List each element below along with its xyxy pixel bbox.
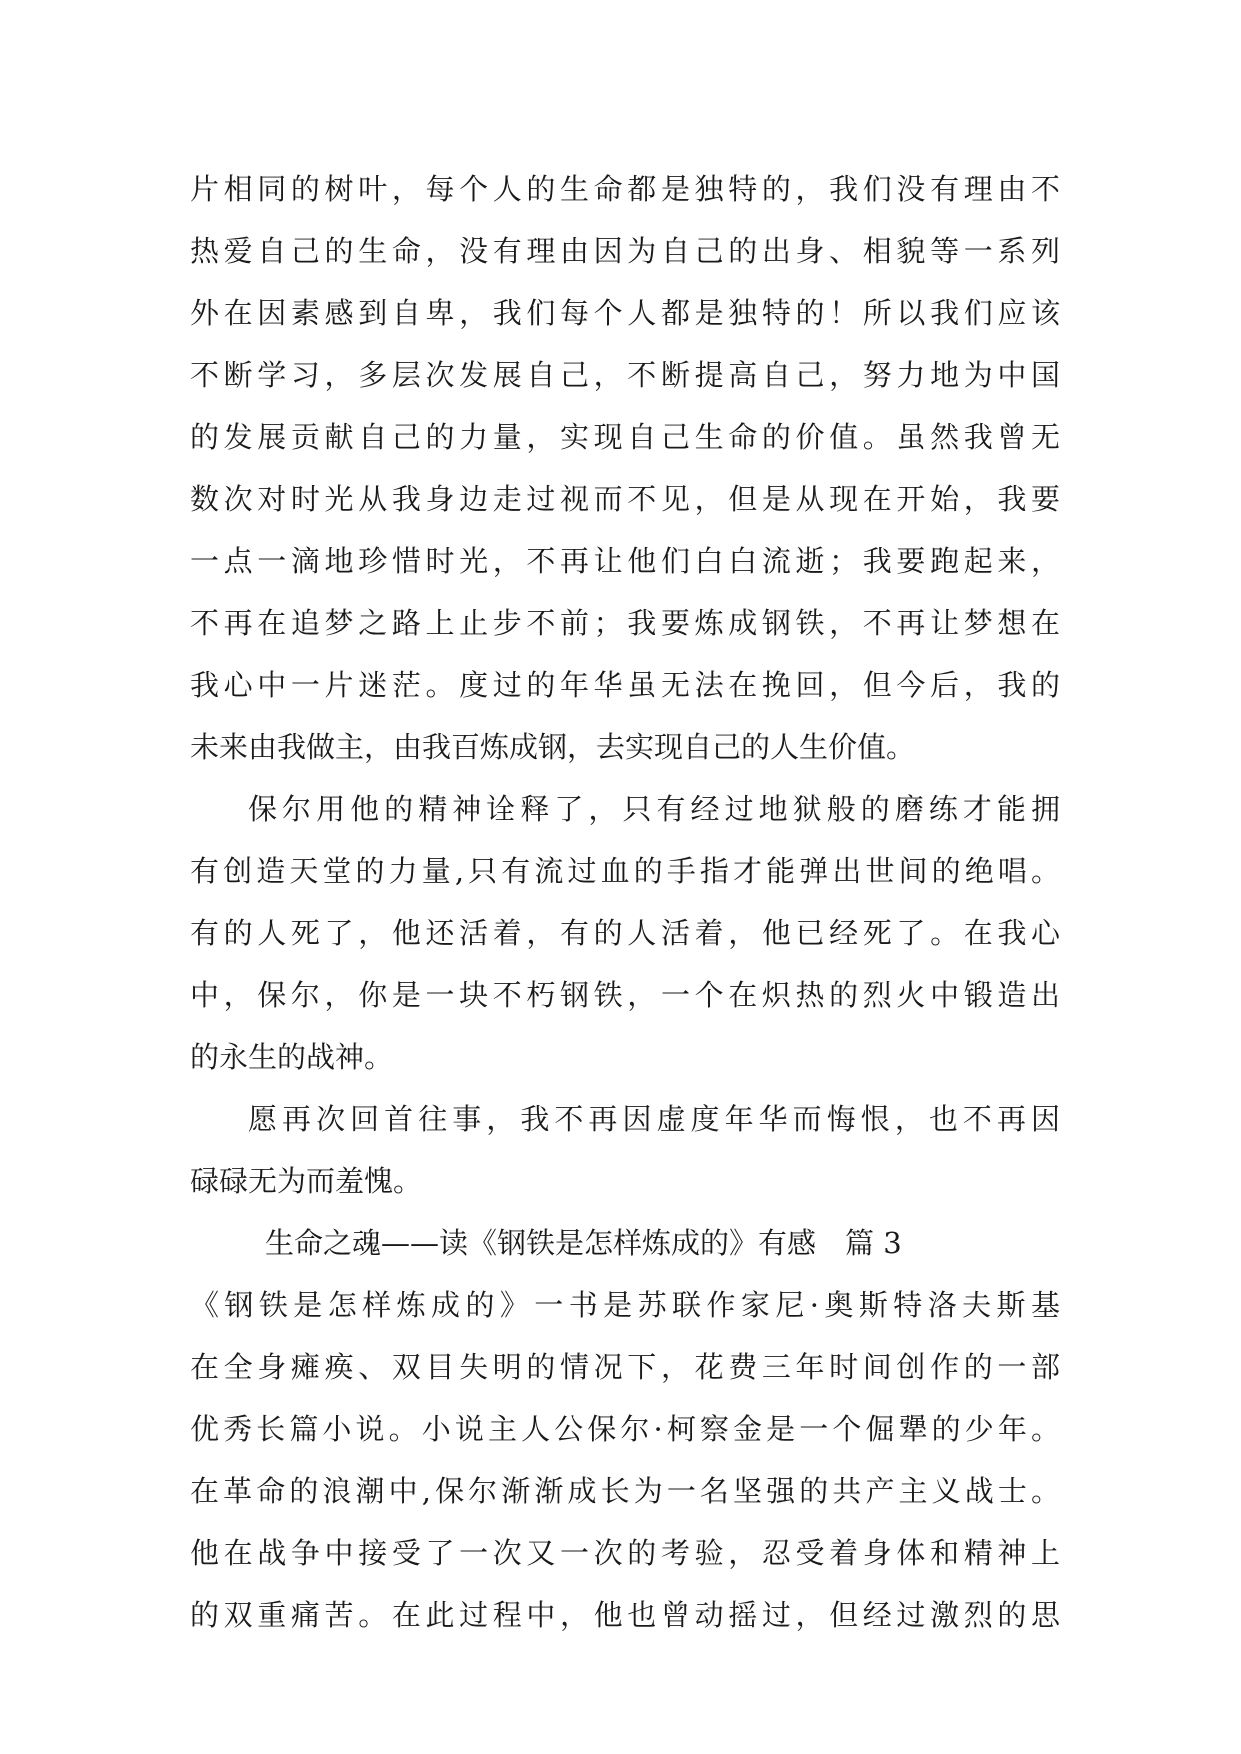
text-line: 他在战争中接受了一次又一次的考验，忍受着身体和精神上	[190, 1536, 1060, 1570]
text-line: 的发展贡献自己的力量，实现自己生命的价值。虽然我曾无	[190, 420, 1060, 454]
text-line: 不再在追梦之路上止步不前；我要炼成钢铁，不再让梦想在	[190, 606, 1060, 640]
text-line: 保尔用他的精神诠释了，只有经过地狱般的磨练才能拥	[248, 792, 1060, 826]
text-line: 愿再次回首往事，我不再因虚度年华而悔恨，也不再因	[248, 1102, 1060, 1136]
section-heading: 生命之魂——读《钢铁是怎样炼成的》有感 篇 3	[265, 1226, 902, 1260]
text-line: 优秀长篇小说。小说主人公保尔·柯察金是一个倔犟的少年。	[190, 1412, 1060, 1446]
text-line: 数次对时光从我身边走过视而不见，但是从现在开始，我要	[190, 482, 1060, 516]
text-line: 外在因素感到自卑，我们每个人都是独特的！所以我们应该	[190, 296, 1060, 330]
text-line: 在革命的浪潮中,保尔渐渐成长为一名坚强的共产主义战士。	[190, 1474, 1060, 1508]
text-line: 一点一滴地珍惜时光，不再让他们白白流逝；我要跑起来，	[190, 544, 1060, 578]
text-line: 片相同的树叶，每个人的生命都是独特的，我们没有理由不	[190, 172, 1060, 206]
text-line: 在全身瘫痪、双目失明的情况下，花费三年时间创作的一部	[190, 1350, 1060, 1384]
text-line: 未来由我做主，由我百炼成钢，去实现自己的人生价值。	[190, 730, 916, 764]
text-line: 不断学习，多层次发展自己，不断提高自己，努力地为中国	[190, 358, 1060, 392]
text-line: 《钢铁是怎样炼成的》一书是苏联作家尼·奥斯特洛夫斯基	[190, 1288, 1060, 1322]
text-line: 有的人死了，他还活着，有的人活着，他已经死了。在我心	[190, 916, 1060, 950]
text-line: 热爱自己的生命，没有理由因为自己的出身、相貌等一系列	[190, 234, 1060, 268]
text-line: 中，保尔，你是一块不朽钢铁，一个在炽热的烈火中锻造出	[190, 978, 1060, 1012]
text-line: 的双重痛苦。在此过程中，他也曾动摇过，但经过激烈的思	[190, 1598, 1060, 1632]
text-line: 的永生的战神。	[190, 1040, 394, 1074]
text-line: 有创造天堂的力量,只有流过血的手指才能弹出世间的绝唱。	[190, 854, 1060, 888]
text-line: 碌碌无为而羞愧。	[190, 1164, 423, 1198]
document-body	[190, 158, 1060, 1646]
text-line: 我心中一片迷茫。度过的年华虽无法在挽回，但今后，我的	[190, 668, 1060, 702]
